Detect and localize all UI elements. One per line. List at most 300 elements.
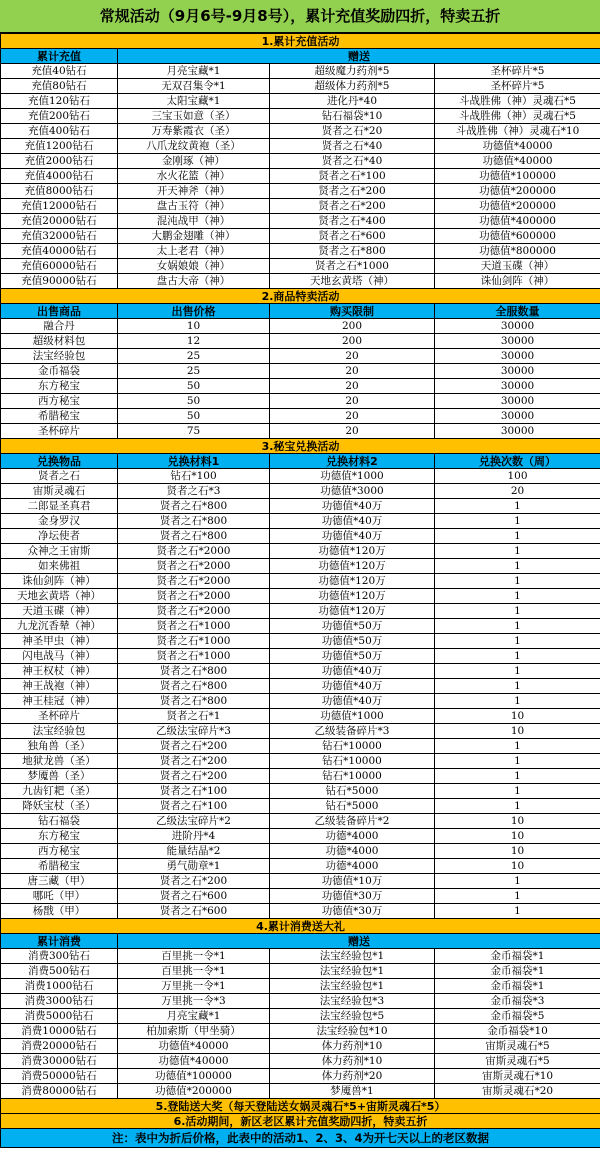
table-cell: 金币福袋*1: [435, 979, 600, 994]
table-cell: 金币福袋*1: [435, 949, 600, 964]
table-cell: 功德值*10万: [270, 874, 435, 889]
table-row: [1, 1069, 600, 1084]
table-cell: 功德值*40000: [118, 1039, 270, 1054]
table-cell: 贤者之石*200: [118, 874, 270, 889]
table-row: [1, 964, 600, 979]
table-cell: 法宝经验包: [1, 724, 118, 739]
table-cell: 消费1000钻石: [1, 979, 118, 994]
table-cell: 百里挑一令*1: [118, 964, 270, 979]
table-cell: 1: [435, 529, 600, 544]
table-cell: 功德值*40万: [270, 514, 435, 529]
table-cell: 贤者之石*800: [118, 529, 270, 544]
table-row: [1, 79, 600, 94]
table-cell: 贤者之石*600: [118, 889, 270, 904]
table-cell: 乙级法宝碎片*3: [118, 724, 270, 739]
table-row: [1, 214, 600, 229]
table-cell: 法宝经验包*1: [270, 979, 435, 994]
table-cell: 功德值*120万: [270, 559, 435, 574]
table-row: [1, 574, 600, 589]
discount-line: 6.活动期间，新区老区累计充值奖励四折，特卖五折: [1, 1114, 600, 1129]
table-cell: 融合丹: [1, 319, 118, 334]
table-cell: 贤者之石*200: [118, 754, 270, 769]
table-cell: 钻石福袋: [1, 814, 118, 829]
table-cell: 10: [435, 829, 600, 844]
column-header: 出售商品: [1, 304, 118, 319]
table-cell: 闪电战马（神）: [1, 649, 118, 664]
table-cell: 天地玄黄塔（神）: [270, 274, 435, 289]
table-cell: 斗战胜佛（神）灵魂石*10: [435, 124, 600, 139]
table-row: [1, 904, 600, 919]
table-cell: 贤者之石*600: [270, 229, 435, 244]
table-row: [1, 394, 600, 409]
table-cell: 宙斯灵魂石*10: [435, 1069, 600, 1084]
table-cell: 贤者之石*1000: [270, 259, 435, 274]
table-cell: 体力药剂*10: [270, 1054, 435, 1069]
table-cell: 天道玉碟（神）: [435, 259, 600, 274]
table-cell: 贤者之石*2000: [118, 544, 270, 559]
table-row: [1, 949, 600, 964]
table-cell: 乙级装备碎片*2: [270, 814, 435, 829]
table-cell: 1: [435, 904, 600, 919]
table-cell: 功德值*1000: [270, 469, 435, 484]
table-cell: 1: [435, 574, 600, 589]
table-cell: 宙斯灵魂石: [1, 484, 118, 499]
activity-table: [0, 33, 600, 1148]
table-cell: 消费300钻石: [1, 949, 118, 964]
table-cell: 贤者之石*2000: [118, 604, 270, 619]
table-cell: 充值90000钻石: [1, 274, 118, 289]
table-cell: 消费20000钻石: [1, 1039, 118, 1054]
table-cell: 贤者之石*200: [270, 199, 435, 214]
table-cell: 贤者之石*800: [118, 694, 270, 709]
table-cell: 10: [435, 859, 600, 874]
table-row: [1, 109, 600, 124]
table-cell: 东方秘宝: [1, 379, 118, 394]
table-cell: 贤者之石*200: [118, 739, 270, 754]
table-cell: 消费3000钻石: [1, 994, 118, 1009]
table-cell: 贤者之石*800: [118, 499, 270, 514]
table-row: [1, 754, 600, 769]
table-cell: 50: [118, 409, 270, 424]
table-cell: 贤者之石*2000: [118, 574, 270, 589]
column-header: 赠送: [118, 934, 600, 949]
table-cell: 贤者之石*200: [270, 184, 435, 199]
table-cell: 20: [270, 364, 435, 379]
table-cell: 20: [270, 394, 435, 409]
table-cell: 神圣甲虫（神）: [1, 634, 118, 649]
table-cell: 梦魇兽（圣）: [1, 769, 118, 784]
table-cell: 消费30000钻石: [1, 1054, 118, 1069]
table-row: [1, 124, 600, 139]
column-header: 兑换材料1: [118, 454, 270, 469]
table-cell: 贤者之石*3: [118, 484, 270, 499]
table-row: [1, 244, 600, 259]
table-row: [1, 844, 600, 859]
table-cell: 法宝经验包*5: [270, 1009, 435, 1024]
table-cell: 30000: [435, 319, 600, 334]
table-cell: 消费80000钻石: [1, 1084, 118, 1099]
table-cell: 贤者之石*40: [270, 139, 435, 154]
table-cell: 圣杯碎片: [1, 424, 118, 439]
table-cell: 消费500钻石: [1, 964, 118, 979]
table-cell: 钻石福袋*10: [270, 109, 435, 124]
table-cell: 1: [435, 619, 600, 634]
section-heading-row: [1, 34, 600, 49]
table-cell: 金币福袋*10: [435, 1024, 600, 1039]
table-cell: 10: [118, 319, 270, 334]
table-cell: 功德值*40000: [435, 139, 600, 154]
table-row: [1, 544, 600, 559]
table-cell: 诛仙剑阵（神）: [435, 274, 600, 289]
table-cell: 功德值*600000: [435, 229, 600, 244]
table-cell: 贤者之石*200: [118, 769, 270, 784]
table-cell: 充值80钻石: [1, 79, 118, 94]
table-cell: 法宝经验包: [1, 349, 118, 364]
column-header: 出售价格: [118, 304, 270, 319]
table-cell: 功德值*40000: [435, 154, 600, 169]
table-cell: 功德值*200000: [118, 1084, 270, 1099]
table-row: [1, 604, 600, 619]
table-cell: 金币福袋*3: [435, 994, 600, 1009]
table-cell: 贤者之石*100: [118, 784, 270, 799]
table-cell: 功德值*120万: [270, 589, 435, 604]
table-cell: 1: [435, 499, 600, 514]
table-cell: 天地玄黄塔（神）: [1, 589, 118, 604]
table-cell: 金刚琢（神）: [118, 154, 270, 169]
table-cell: 希腊秘宝: [1, 409, 118, 424]
table-cell: 功德*4000: [270, 829, 435, 844]
table-cell: 能量结晶*2: [118, 844, 270, 859]
table-cell: 混沌战甲（神）: [118, 214, 270, 229]
table-cell: 乙级法宝碎片*2: [118, 814, 270, 829]
table-cell: 1: [435, 694, 600, 709]
table-cell: 圣杯碎片: [1, 709, 118, 724]
table-cell: 太上老君（神）: [118, 244, 270, 259]
table-cell: 20: [435, 484, 600, 499]
table-row: [1, 814, 600, 829]
table-cell: 功德值*40000: [118, 1054, 270, 1069]
table-cell: 充值12000钻石: [1, 199, 118, 214]
table-cell: 20: [270, 409, 435, 424]
table-cell: 超级材料包: [1, 334, 118, 349]
table-cell: 宙斯灵魂石*5: [435, 1039, 600, 1054]
section-heading-row: [1, 289, 600, 304]
login-reward-line: 5.登陆送大奖（每天登陆送女娲灵魂石*5+宙斯灵魂石*5）: [1, 1099, 600, 1114]
table-row: [1, 679, 600, 694]
table-cell: 1: [435, 754, 600, 769]
table-cell: 地狱龙兽（圣）: [1, 754, 118, 769]
table-cell: 1: [435, 514, 600, 529]
table-row: [1, 184, 600, 199]
table-row: [1, 1039, 600, 1054]
table-cell: 乙级装备碎片*3: [270, 724, 435, 739]
table-cell: 30000: [435, 409, 600, 424]
table-cell: 万里挑一令*3: [118, 994, 270, 1009]
table-cell: 希腊秘宝: [1, 859, 118, 874]
table-row: [1, 199, 600, 214]
login-reward-line-row: [1, 1099, 600, 1114]
table-cell: 30000: [435, 379, 600, 394]
table-cell: 功德值*120万: [270, 604, 435, 619]
header-row: [1, 454, 600, 469]
table-row: [1, 979, 600, 994]
table-cell: 30000: [435, 394, 600, 409]
table-cell: 功德值*1000: [270, 709, 435, 724]
table-cell: 斗战胜佛（神）灵魂石*5: [435, 94, 600, 109]
table-cell: 贤者之石*40: [270, 154, 435, 169]
table-cell: 二郎显圣真君: [1, 499, 118, 514]
table-cell: 充值60000钻石: [1, 259, 118, 274]
table-cell: 神王桂冠（神）: [1, 694, 118, 709]
table-cell: 东方秘宝: [1, 829, 118, 844]
table-cell: 20: [270, 349, 435, 364]
table-cell: 功德值*200000: [435, 184, 600, 199]
table-cell: 体力药剂*10: [270, 1039, 435, 1054]
discount-line-row: [1, 1114, 600, 1129]
table-row: [1, 694, 600, 709]
table-cell: 1: [435, 589, 600, 604]
table-cell: 盘古玉符（神）: [118, 199, 270, 214]
table-cell: 1: [435, 649, 600, 664]
table-cell: 充值40钻石: [1, 64, 118, 79]
table-cell: 进阶丹*4: [118, 829, 270, 844]
table-row: [1, 349, 600, 364]
table-cell: 25: [118, 349, 270, 364]
table-cell: 75: [118, 424, 270, 439]
table-cell: 1: [435, 604, 600, 619]
table-cell: 众神之王宙斯: [1, 544, 118, 559]
table-cell: 开天神斧（神）: [118, 184, 270, 199]
table-cell: 充值120钻石: [1, 94, 118, 109]
table-cell: 1: [435, 799, 600, 814]
table-row: [1, 784, 600, 799]
table-cell: 功德值*100000: [118, 1069, 270, 1084]
table-row: [1, 559, 600, 574]
table-row: [1, 619, 600, 634]
table-row: [1, 634, 600, 649]
table-cell: 钻石*10000: [270, 754, 435, 769]
table-cell: 宙斯灵魂石*5: [435, 1054, 600, 1069]
table-cell: 30000: [435, 424, 600, 439]
table-cell: 圣杯碎片*5: [435, 64, 600, 79]
table-row: [1, 724, 600, 739]
table-cell: 1: [435, 634, 600, 649]
table-cell: 贤者之石*600: [118, 904, 270, 919]
table-row: [1, 274, 600, 289]
table-cell: 盘古大帝（神）: [118, 274, 270, 289]
table-cell: 如来佛祖: [1, 559, 118, 574]
table-row: [1, 94, 600, 109]
table-cell: 无双召集令*1: [118, 79, 270, 94]
table-cell: 金币福袋*1: [435, 964, 600, 979]
table-cell: 法宝经验包*3: [270, 994, 435, 1009]
table-cell: 西方秘宝: [1, 844, 118, 859]
table-cell: 独角兽（圣）: [1, 739, 118, 754]
table-cell: 体力药剂*20: [270, 1069, 435, 1084]
table-cell: 功德*4000: [270, 859, 435, 874]
table-cell: 功德值*100000: [435, 169, 600, 184]
table-row: [1, 1024, 600, 1039]
table-cell: 金币福袋*5: [435, 1009, 600, 1024]
header-row: [1, 304, 600, 319]
table-cell: 功德值*40万: [270, 499, 435, 514]
table-row: [1, 889, 600, 904]
section-heading: 4.累计消费送大礼: [1, 919, 600, 934]
table-cell: 功德值*40万: [270, 679, 435, 694]
table-cell: 大鹏金翅雕（神）: [118, 229, 270, 244]
table-row: [1, 1084, 600, 1099]
table-cell: 天道玉碟（神）: [1, 604, 118, 619]
table-cell: 哪吒（甲）: [1, 889, 118, 904]
table-row: [1, 739, 600, 754]
table-cell: 功德值*800000: [435, 244, 600, 259]
table-cell: 功德值*50万: [270, 634, 435, 649]
table-row: [1, 589, 600, 604]
table-cell: 九龙沉香辇（神）: [1, 619, 118, 634]
table-cell: 神王战袍（神）: [1, 679, 118, 694]
table-cell: 功德值*40万: [270, 529, 435, 544]
table-cell: 法宝经验包*10: [270, 1024, 435, 1039]
section-heading: 3.秘宝兑换活动: [1, 439, 600, 454]
table-row: [1, 499, 600, 514]
table-cell: 10: [435, 814, 600, 829]
table-cell: 贤者之石*2000: [118, 589, 270, 604]
table-row: [1, 874, 600, 889]
table-cell: 1: [435, 664, 600, 679]
table-cell: 月亮宝藏*1: [118, 64, 270, 79]
table-cell: 降妖宝杖（圣）: [1, 799, 118, 814]
table-cell: 万里挑一令*1: [118, 979, 270, 994]
table-cell: 功德值*40万: [270, 694, 435, 709]
column-header: 购买限制: [270, 304, 435, 319]
table-cell: 12: [118, 334, 270, 349]
table-cell: 金币福袋: [1, 364, 118, 379]
table-cell: 功德值*3000: [270, 484, 435, 499]
table-row: [1, 664, 600, 679]
section-heading-row: [1, 919, 600, 934]
table-cell: 消费50000钻石: [1, 1069, 118, 1084]
table-cell: 梦魇兽*1: [270, 1084, 435, 1099]
footnote-row: [1, 1129, 600, 1148]
table-cell: 50: [118, 394, 270, 409]
table-cell: 贤者之石*1000: [118, 649, 270, 664]
table-cell: 柏加索斯（甲坐骑）: [118, 1024, 270, 1039]
table-cell: 女娲娘娘（神）: [118, 259, 270, 274]
table-cell: 200: [270, 319, 435, 334]
table-row: [1, 259, 600, 274]
table-row: [1, 379, 600, 394]
table-cell: 超级魔力药剂*5: [270, 64, 435, 79]
table-row: [1, 1054, 600, 1069]
table-cell: 贤者之石*1000: [118, 634, 270, 649]
table-row: [1, 1009, 600, 1024]
table-cell: 100: [435, 469, 600, 484]
column-header: 全服数量: [435, 304, 600, 319]
table-row: [1, 514, 600, 529]
section-heading: 1.累计充值活动: [1, 34, 600, 49]
table-cell: 钻石*5000: [270, 799, 435, 814]
table-row: [1, 64, 600, 79]
table-cell: 1: [435, 679, 600, 694]
table-cell: 超级体力药剂*5: [270, 79, 435, 94]
table-row: [1, 769, 600, 784]
table-row: [1, 334, 600, 349]
table-cell: 八爪龙纹黄袍（圣）: [118, 139, 270, 154]
table-cell: 充值20000钻石: [1, 214, 118, 229]
table-cell: 功德值*40万: [270, 664, 435, 679]
section-heading: 2.商品特卖活动: [1, 289, 600, 304]
table-cell: 贤者之石*100: [270, 169, 435, 184]
table-cell: 唐三藏（甲）: [1, 874, 118, 889]
header-row: [1, 934, 600, 949]
table-cell: 充值4000钻石: [1, 169, 118, 184]
table-row: [1, 799, 600, 814]
table-row: [1, 154, 600, 169]
table-cell: 消费10000钻石: [1, 1024, 118, 1039]
table-cell: 30000: [435, 334, 600, 349]
table-row: [1, 709, 600, 724]
table-row: [1, 649, 600, 664]
table-row: [1, 364, 600, 379]
table-cell: 月亮宝藏*1: [118, 1009, 270, 1024]
table-row: [1, 319, 600, 334]
table-cell: 功德值*30万: [270, 889, 435, 904]
table-cell: 1: [435, 784, 600, 799]
table-cell: 金身罗汉: [1, 514, 118, 529]
table-cell: 诛仙剑阵（神）: [1, 574, 118, 589]
table-cell: 20: [270, 424, 435, 439]
table-row: [1, 529, 600, 544]
table-cell: 百里挑一令*1: [118, 949, 270, 964]
table-cell: 太阳宝藏*1: [118, 94, 270, 109]
table-cell: 功德值*400000: [435, 214, 600, 229]
table-cell: 贤者之石*1: [118, 709, 270, 724]
table-cell: 钻石*10000: [270, 739, 435, 754]
table-cell: 功德值*50万: [270, 649, 435, 664]
table-cell: 贤者之石: [1, 469, 118, 484]
table-cell: 消费5000钻石: [1, 1009, 118, 1024]
table-cell: 充值2000钻石: [1, 154, 118, 169]
column-header: 赠送: [118, 49, 600, 64]
page-title: 常规活动（9月6号-9月8号），累计充值奖励四折，特卖五折: [0, 0, 600, 33]
table-cell: 钻石*10000: [270, 769, 435, 784]
column-header: 兑换次数（周）: [435, 454, 600, 469]
table-cell: 30000: [435, 349, 600, 364]
footnote: 注：表中为折后价格，此表中的活动1、2、3、4为开七天以上的老区数据: [1, 1129, 600, 1148]
table-cell: 斗战胜佛（神）灵魂石*5: [435, 109, 600, 124]
table-cell: 九齿钉耙（圣）: [1, 784, 118, 799]
table-cell: 1: [435, 544, 600, 559]
column-header: 兑换材料2: [270, 454, 435, 469]
table-cell: 充值40000钻石: [1, 244, 118, 259]
table-cell: 10: [435, 724, 600, 739]
section-heading-row: [1, 439, 600, 454]
table-row: [1, 139, 600, 154]
table-cell: 功德值*200000: [435, 199, 600, 214]
table-cell: 200: [270, 334, 435, 349]
table-cell: 贤者之石*800: [270, 244, 435, 259]
table-row: [1, 169, 600, 184]
table-row: [1, 409, 600, 424]
table-cell: 功德值*50万: [270, 619, 435, 634]
table-cell: 20: [270, 379, 435, 394]
table-cell: 净坛使者: [1, 529, 118, 544]
table-cell: 25: [118, 364, 270, 379]
table-cell: 水火花篮（神）: [118, 169, 270, 184]
table-cell: 贤者之石*800: [118, 664, 270, 679]
table-cell: 钻石*100: [118, 469, 270, 484]
header-row: [1, 49, 600, 64]
